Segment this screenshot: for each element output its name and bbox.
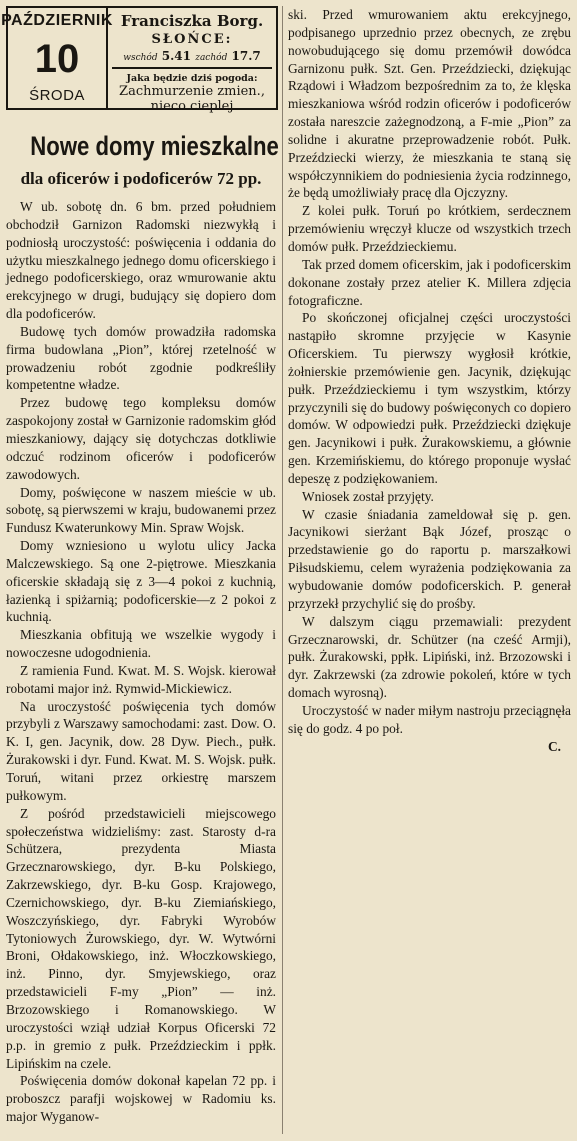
article-headline: Nowe domy mieszkalne [30, 131, 279, 161]
date-box [1, 6, 278, 114]
column-divider [282, 6, 283, 1134]
paragraph: Wniosek został przyjęty. [302, 488, 434, 504]
paragraph: W czasie śniadania zameldował się p. gen. Jacynikowi sierżant Bąk Józef, prosząc o przedstawienie go do raportu p. marszałkowi Piłsudskiemu, celem wyrażenia podziękowania za wybudowanie domów podoficerskich. P. generał przyrzekł przychylić się do prośby. [288, 506, 571, 611]
day-number: 10 [34, 36, 80, 81]
paragraph: Na uroczystość poświęcenia tych domów przybyli z Warszawy samochodami: zast. Dow. O. K. I, gen. Jacynik, dow. 28 Dyw. Piech., pułk. Żurakowski i dyr. Fund. Kwat. M. S. Wojsk. pułk. Toruń, witani przez orkiestrę marszem pułkowym. [6, 698, 276, 803]
almanac-divider [112, 67, 272, 69]
paragraph: Poświęcenia domów dokonał kapelan 72 pp. i proboszcz parafji wojskowej w Radomiu ks. major Wyganow- [6, 1073, 276, 1125]
paragraph: Z kolei pułk. Toruń po krótkiem, serdecznem przemówieniu wręczył klucze od wszystkich trzech domów pułk. Przeździeckiemu. [288, 203, 571, 254]
weekday: ŚRODA [29, 87, 85, 104]
article-column-right [288, 6, 571, 755]
author-signature: C. [547, 738, 561, 754]
month: PAŹDZIERNIK [1, 12, 113, 29]
paragraph: Z pośród przedstawicieli miejscowego społeczeństwa widzieliśmy: zast. Starosty d-ra Schützera, prezydenta Miasta Grzecznarowskiego, dyr. B-ku Polskiego, Zakrzewskiego, dyr. B-ku Gosp. Krajowego, Czernichowskiego, dyr. B-ku Ziemiańskiego, Woszczyńskiego, dyr. Fabryki Wyrobów Tytoniowych Żurowskiego, dyr. W. Wytwórni Broni, Ołdakowskiego, inż. Włoczkowskiego, inż. Pinno, dyr. Smyjewskiego, oraz przedstawicieli F-my „Pion” — inż. Brzozowskiego i Romanowskiego. W uroczystości wziął udział Korpus Oficerski 72 p.p. in gremio z pułk. Przeździeckim i ppłk. Lipińskim na czele. [6, 805, 276, 1071]
article-body-left [6, 198, 276, 1126]
sunrise-time: 5.41 [161, 49, 192, 63]
paragraph: Domy wzniesiono u wylotu ulicy Jacka Malczewskiego. Są one 2-piętrowe. Mieszkania oficerskie składają się z 3—4 pokoi z kuchnią, łazienką i spiżarnią; podoficerskie—z 2 pokoi z kuchnią. [6, 538, 276, 625]
paragraph: Po skończonej oficjalnej części uroczystości nastąpiło skromne przyjęcie w Kasynie Oficerskiem. Tu pierwszy wygłosił krótkie, żołnierskie przemówienie gen. Jacynik, dziękując pułk. Przeździeckiemu i tym wszystkim, którzy przyczynili się do budowy poświęconych co dopiero domów. W odpowiedzi pułk. Przeździecki dziękuje gen. Jacynikowi i pułk. Żurakowskiemu, a głównie gen. Krzemińskiemu, do którego proponuje wysłać depeszę z podziękowaniem. [288, 310, 571, 486]
paragraph: Przez budowę tego kompleksu domów zaspokojony został w Garnizonie radomskim głód mieszkaniowy, dający się dotychczas dotkliwie odczuć rodzinom oficerów i podoficerów zawodowych. [6, 395, 276, 482]
paragraph: Budowę tych domów prowadziła radomska firma budowlana „Pion”, której rzetelność w prowadzeniu robót zgodnie podkreśliły kompetentne władze. [6, 323, 276, 393]
sun-times [123, 49, 261, 63]
article-body-right [288, 6, 571, 755]
sunset-time: 17.7 [231, 49, 261, 63]
calendar-date [1, 8, 113, 108]
paragraph: W ub. sobotę dn. 6 bm. przed południem obchodził Garnizon Radomski niezwykłą i podniosłą uroczystość: poświęcenia i oddania do użytku mieszkalnego jednego domu oficerskiego i jednego podoficerskiego, oraz wmurowanie aktu erekcyjnego w drugi, budujący się dopiero dom dla podoficerów. [6, 199, 276, 322]
paragraph: ski. Przed wmurowaniem aktu erekcyjnego, podpisanego uprzednio przez obecnych, ze zrębu nowobudującego się domu przemówił dowódca Garnizonu pułk. Szt. Gen. Przeździecki, dziękując Rządowi i Władzom bezpośrednim za to, że klęska mieszkaniowa wśród rodzin oficerów i podoficerów została nareszcie zażegnodzoną, a F-mie „Pion” za solidne i akuratne przeprowadzenie robót. Pułk. Przeździecki wierzy, że mieszkania te staną się współczynnikiem do podniesienia życia rodzinnego, że będą umożliwiały pracę dla Ojczyzny. [288, 7, 571, 201]
sunrise-label: wschód [123, 53, 158, 63]
sunset-label: zachód [195, 53, 228, 63]
almanac [108, 8, 276, 114]
sun-label: SŁOŃCE: [151, 32, 233, 47]
article-column-left [6, 120, 279, 1126]
weather-label: Jaka będzie dziś pogoda: [126, 73, 258, 84]
paragraph: Z ramienia Fund. Kwat. M. S. Wojsk. kierował robotami major inż. Rymwid-Mickiewicz. [6, 662, 276, 696]
weather-forecast: Zachmurzenie zmien., nieco cieplej [119, 84, 265, 114]
paragraph: Uroczystość w nader miłym nastroju przeciągnęła się do godz. 4 po poł. [288, 702, 571, 736]
name-day: Franciszka Borg. [120, 12, 264, 30]
paragraph: Mieszkania obfitują we wszelkie wygody i nowoczesne udogodnienia. [6, 627, 276, 661]
paragraph: W dalszym ciągu przemawiali: prezydent Grzecznarowski, dr. Schützer (na cześć Armji), pułk. Żurakowski, ppłk. Lipiński, inż. Brzozowski i dyr. Zakrzewski (za zdrowie pokoleń, które w tych domach wyrosną). [288, 613, 571, 701]
article-subheadline: dla oficerów i podoficerów 72 pp. [20, 169, 262, 188]
paragraph: Domy, poświęcone w naszem mieście w ub. sobotę, są pierwszemi w kraju, budowanemi przez Fundusz Kwaterunkowy Min. Spraw Wojsk. [6, 484, 276, 536]
paragraph: Tak przed domem oficerskim, jak i podoficerskim dokonane zostały przez atelier K. Millera zdjęcia fotograficzne. [288, 256, 571, 308]
